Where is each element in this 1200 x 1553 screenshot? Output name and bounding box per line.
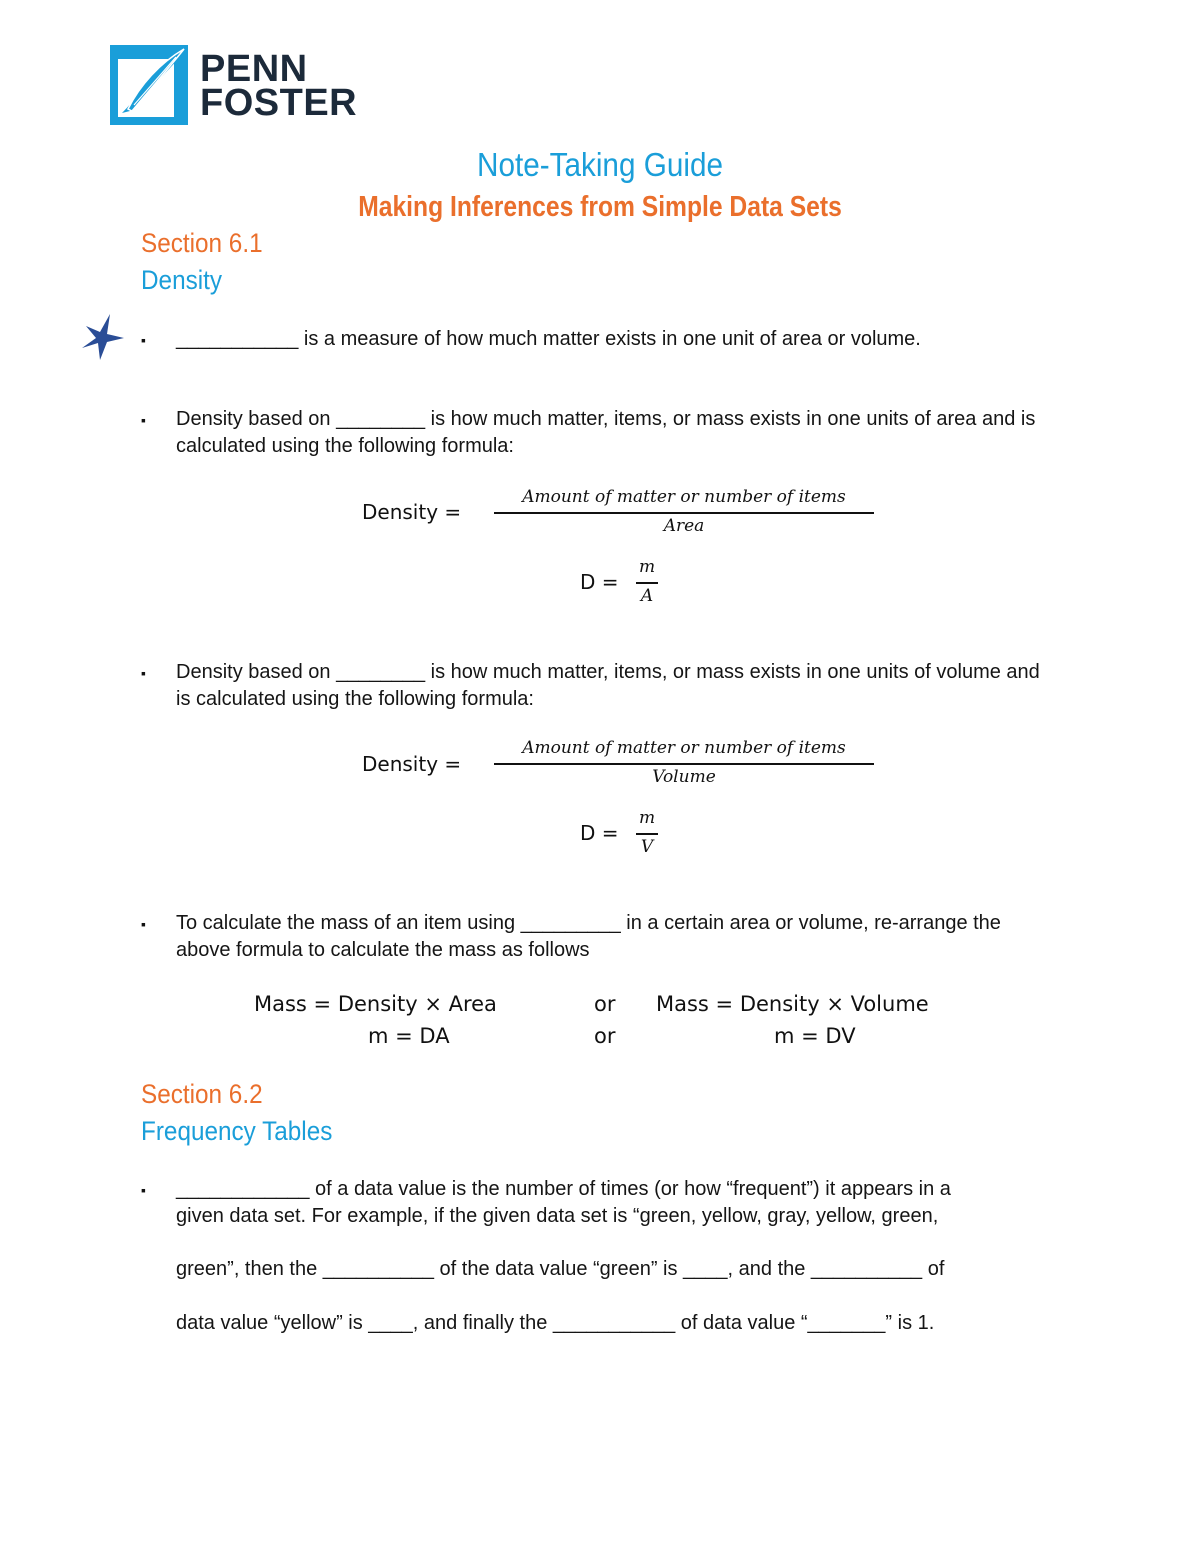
fraction-line <box>636 582 658 584</box>
short-area-lhs: D = <box>580 570 619 594</box>
bullet-marker: ▪ <box>141 412 146 428</box>
page-subtitle: Making Inferences from Simple Data Sets <box>358 191 842 223</box>
formula-area-denominator: Area <box>663 516 705 536</box>
page-title: Note-Taking Guide <box>476 146 723 183</box>
section-2-number: Section 6.2 <box>141 1079 263 1109</box>
section-2-line-4: data value “yellow” is ____, and finally the ___________ of data value “_______” is 1. <box>176 1312 935 1334</box>
bullet-marker: ▪ <box>141 665 146 681</box>
formula-area-lhs: Density = <box>362 500 462 524</box>
mass-or-2: or <box>594 1024 616 1048</box>
section-2-line-3: green”, then the __________ of the data value “green” is ____, and the __________ of <box>176 1258 945 1280</box>
bullet-marker: ▪ <box>141 1182 146 1198</box>
fraction-line <box>636 833 658 835</box>
short-area-numerator: m <box>638 557 656 577</box>
formula-volume-denominator: Volume <box>652 767 716 787</box>
bullet-marker: ▪ <box>141 332 146 348</box>
section-2-line-1: ____________ of a data value is the number of times (or how “frequent”) it appears in a <box>176 1178 951 1200</box>
formula-volume-numerator: Amount of matter or number of items <box>522 738 846 758</box>
mass-area-short: m = DA <box>368 1024 450 1048</box>
mass-volume-formula: Mass = Density × Volume <box>656 992 929 1016</box>
bullet-marker: ▪ <box>141 916 146 932</box>
formula-volume-lhs: Density = <box>362 752 462 776</box>
section-1-name: Density <box>141 265 223 295</box>
brand-line-1: PENN <box>200 48 308 90</box>
brand-line-2: FOSTER <box>200 82 358 124</box>
mass-volume-short: m = DV <box>774 1024 856 1048</box>
star-icon <box>80 312 126 362</box>
section-1-bullet-3: Density based on ________ is how much matter, items, or mass exists in one units of volume and is calculated using the following formula: <box>176 661 1040 710</box>
fraction-line <box>494 763 874 765</box>
short-volume-denominator: V <box>640 837 654 857</box>
penn-foster-logo-icon <box>110 45 188 125</box>
section-2-name: Frequency Tables <box>141 1116 333 1146</box>
mass-area-formula: Mass = Density × Area <box>254 992 497 1016</box>
fraction-line <box>494 512 874 514</box>
short-area-denominator: A <box>640 586 654 606</box>
short-volume-lhs: D = <box>580 821 619 845</box>
brand-wordmark <box>200 48 358 124</box>
section-1-bullet-1: ___________ is a measure of how much matter exists in one unit of area or volume. <box>176 328 921 350</box>
section-1-bullet-2: Density based on ________ is how much matter, items, or mass exists in one units of area and is calculated using the following formula: <box>176 408 1036 457</box>
section-1-number: Section 6.1 <box>141 228 263 258</box>
section-1-bullet-4: To calculate the mass of an item using _________ in a certain area or volume, re-arrange the above formula to calculate the mass as follows <box>176 912 1001 961</box>
short-volume-numerator: m <box>638 808 656 828</box>
section-2-line-2: given data set. For example, if the given data set is “green, yellow, gray, yellow, green, <box>176 1205 939 1227</box>
mass-or-1: or <box>594 992 616 1016</box>
formula-area-numerator: Amount of matter or number of items <box>522 487 846 507</box>
